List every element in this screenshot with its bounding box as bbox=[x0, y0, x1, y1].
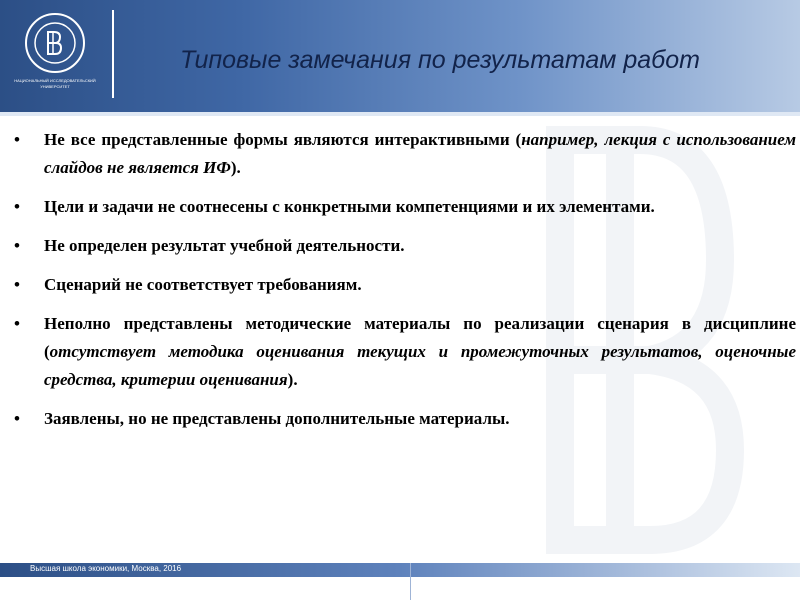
bullet-item bbox=[14, 193, 796, 221]
bullet-text: ). bbox=[287, 370, 298, 389]
hse-logo-icon bbox=[24, 12, 86, 74]
bullet-text: Сценарий не соответствует требованиям. bbox=[44, 275, 362, 294]
bullet-item bbox=[14, 271, 796, 299]
logo-caption-line1: НАЦИОНАЛЬНЫЙ ИССЛЕДОВАТЕЛЬСКИЙ bbox=[14, 78, 96, 83]
logo-caption bbox=[14, 78, 96, 90]
bullet-icon: • bbox=[14, 275, 20, 294]
bullet-list bbox=[14, 126, 796, 433]
bullet-item bbox=[14, 310, 796, 394]
bullet-item bbox=[14, 126, 796, 182]
hse-logo bbox=[14, 12, 106, 96]
bullet-text: Не определен результат учебной деятельности. bbox=[44, 236, 405, 255]
header-divider bbox=[112, 10, 114, 98]
logo-caption-line2: УНИВЕРСИТЕТ bbox=[40, 84, 70, 89]
slide-header bbox=[0, 0, 800, 112]
bullet-text-italic: например, лекция с использованием слайдов не является ИФ bbox=[44, 130, 796, 177]
bullet-icon: • bbox=[14, 197, 20, 216]
footer-divider bbox=[410, 563, 411, 600]
footer-text: Высшая школа экономики, Москва, 2016 bbox=[30, 564, 182, 573]
bullet-text: Заявлены, но не представлены дополнительные материалы. bbox=[44, 409, 510, 428]
slide-title: Типовые замечания по результатам работ bbox=[180, 46, 700, 74]
bullet-icon: • bbox=[14, 130, 20, 149]
bullet-text: Неполно представлены методические материалы по реализации сценария в дисциплине ( bbox=[44, 314, 796, 361]
bullet-item bbox=[14, 232, 796, 260]
slide-footer bbox=[0, 563, 800, 577]
header-stripe bbox=[0, 112, 800, 116]
bullet-icon: • bbox=[14, 236, 20, 255]
slide-content bbox=[14, 126, 796, 444]
bullet-text: ). bbox=[230, 158, 241, 177]
bullet-icon: • bbox=[14, 409, 20, 428]
bullet-text-italic: отсутствует методика оценивания текущих и промежуточных результатов, оценочные средства, критерии оценивания bbox=[44, 342, 796, 389]
bullet-text: Цели и задачи не соотнесены с конкретными компетенциями и их элементами. bbox=[44, 197, 655, 216]
bullet-text: Не все представленные формы являются интерактивными ( bbox=[44, 130, 522, 149]
bullet-item bbox=[14, 405, 796, 433]
bullet-icon: • bbox=[14, 314, 20, 333]
